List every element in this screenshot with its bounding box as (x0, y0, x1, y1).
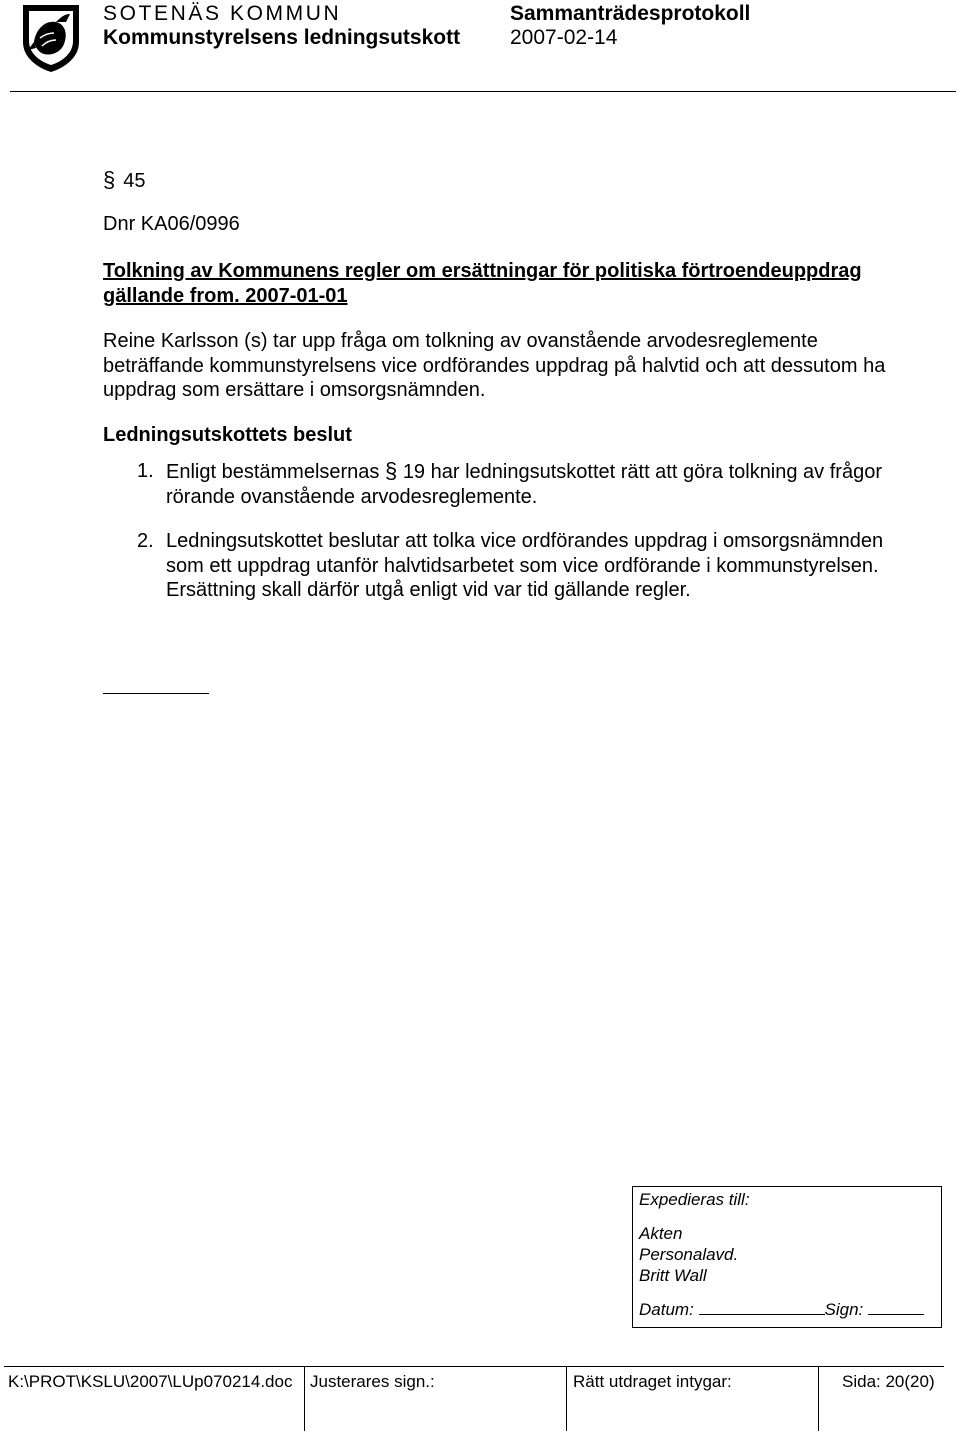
sign-label: Sign: (824, 1300, 864, 1319)
decision-item (137, 458, 886, 509)
footer-column-divider (566, 1366, 567, 1431)
paragraph-sign-icon: § (103, 167, 116, 192)
committee-name: Kommunstyrelsens ledningsutskott (103, 26, 461, 49)
expedition-box (632, 1186, 942, 1328)
decision-text-before: Enligt bestämmelsernas (166, 461, 380, 483)
datum-line (699, 1300, 825, 1315)
decision-text-after: 19 har ledningsutskottet rätt att göra tolkning av frågor rörande ovanstående arvodesreglemente. (166, 461, 882, 508)
signature-row (639, 1300, 924, 1320)
footer-divider (4, 1366, 944, 1367)
decision-text: Ledningsutskottet beslutar att tolka vice ordförandes uppdrag i omsorgsnämnden som ett uppdrag utanför halvtidsarbetet som vice ordförande i kommunstyrelsen. Ersättning skall därför utgå enligt vid var tid gällande regler. (166, 530, 884, 601)
decision-number: 1. (137, 460, 154, 482)
decision-heading: Ledningsutskottets beslut (103, 424, 352, 446)
file-path: K:\PROT\KSLU\2007\LUp070214.doc (8, 1372, 293, 1391)
document-type: Sammanträdesprotokoll (510, 2, 751, 25)
recipient: Akten (639, 1224, 683, 1243)
paragraph-number-value: 45 (123, 170, 146, 192)
municipal-coat-of-arms-icon (20, 2, 82, 74)
justeras-label: Justerares sign.: (310, 1372, 435, 1391)
diary-number: Dnr KA06/0996 (103, 213, 240, 235)
recipient: Britt Wall (639, 1266, 707, 1285)
recipient: Personalavd. (639, 1245, 739, 1264)
meeting-date: 2007-02-14 (510, 26, 618, 49)
header-divider (10, 91, 956, 92)
footer-column-divider (304, 1366, 305, 1431)
paragraph-number (103, 167, 146, 193)
decision-number: 2. (137, 530, 154, 552)
section-end-rule (103, 693, 209, 694)
decision-item (137, 529, 886, 603)
footer-column-divider (818, 1366, 819, 1431)
paragraph-sign-icon: § (385, 458, 398, 483)
datum-label: Datum: (639, 1300, 694, 1319)
sign-line (868, 1300, 924, 1315)
section-title: Tolkning av Kommunens regler om ersättningar för politiska förtroendeuppdrag gällande from. 2007-01-01 (103, 260, 862, 307)
page-number: Sida: 20(20) (842, 1372, 935, 1391)
intro-paragraph: Reine Karlsson (s) tar upp fråga om tolkning av ovanstående arvodesreglemente beträffande kommunstyrelsens vice ordförandes uppdrag på halvtid och att dessutom ha uppdrag som ersättare i omsorgsnämnden. (103, 330, 886, 401)
organization-name: SOTENÄS KOMMUN (103, 2, 342, 25)
expedition-heading: Expedieras till: (639, 1190, 750, 1209)
utdrag-label: Rätt utdraget intygar: (573, 1372, 732, 1391)
